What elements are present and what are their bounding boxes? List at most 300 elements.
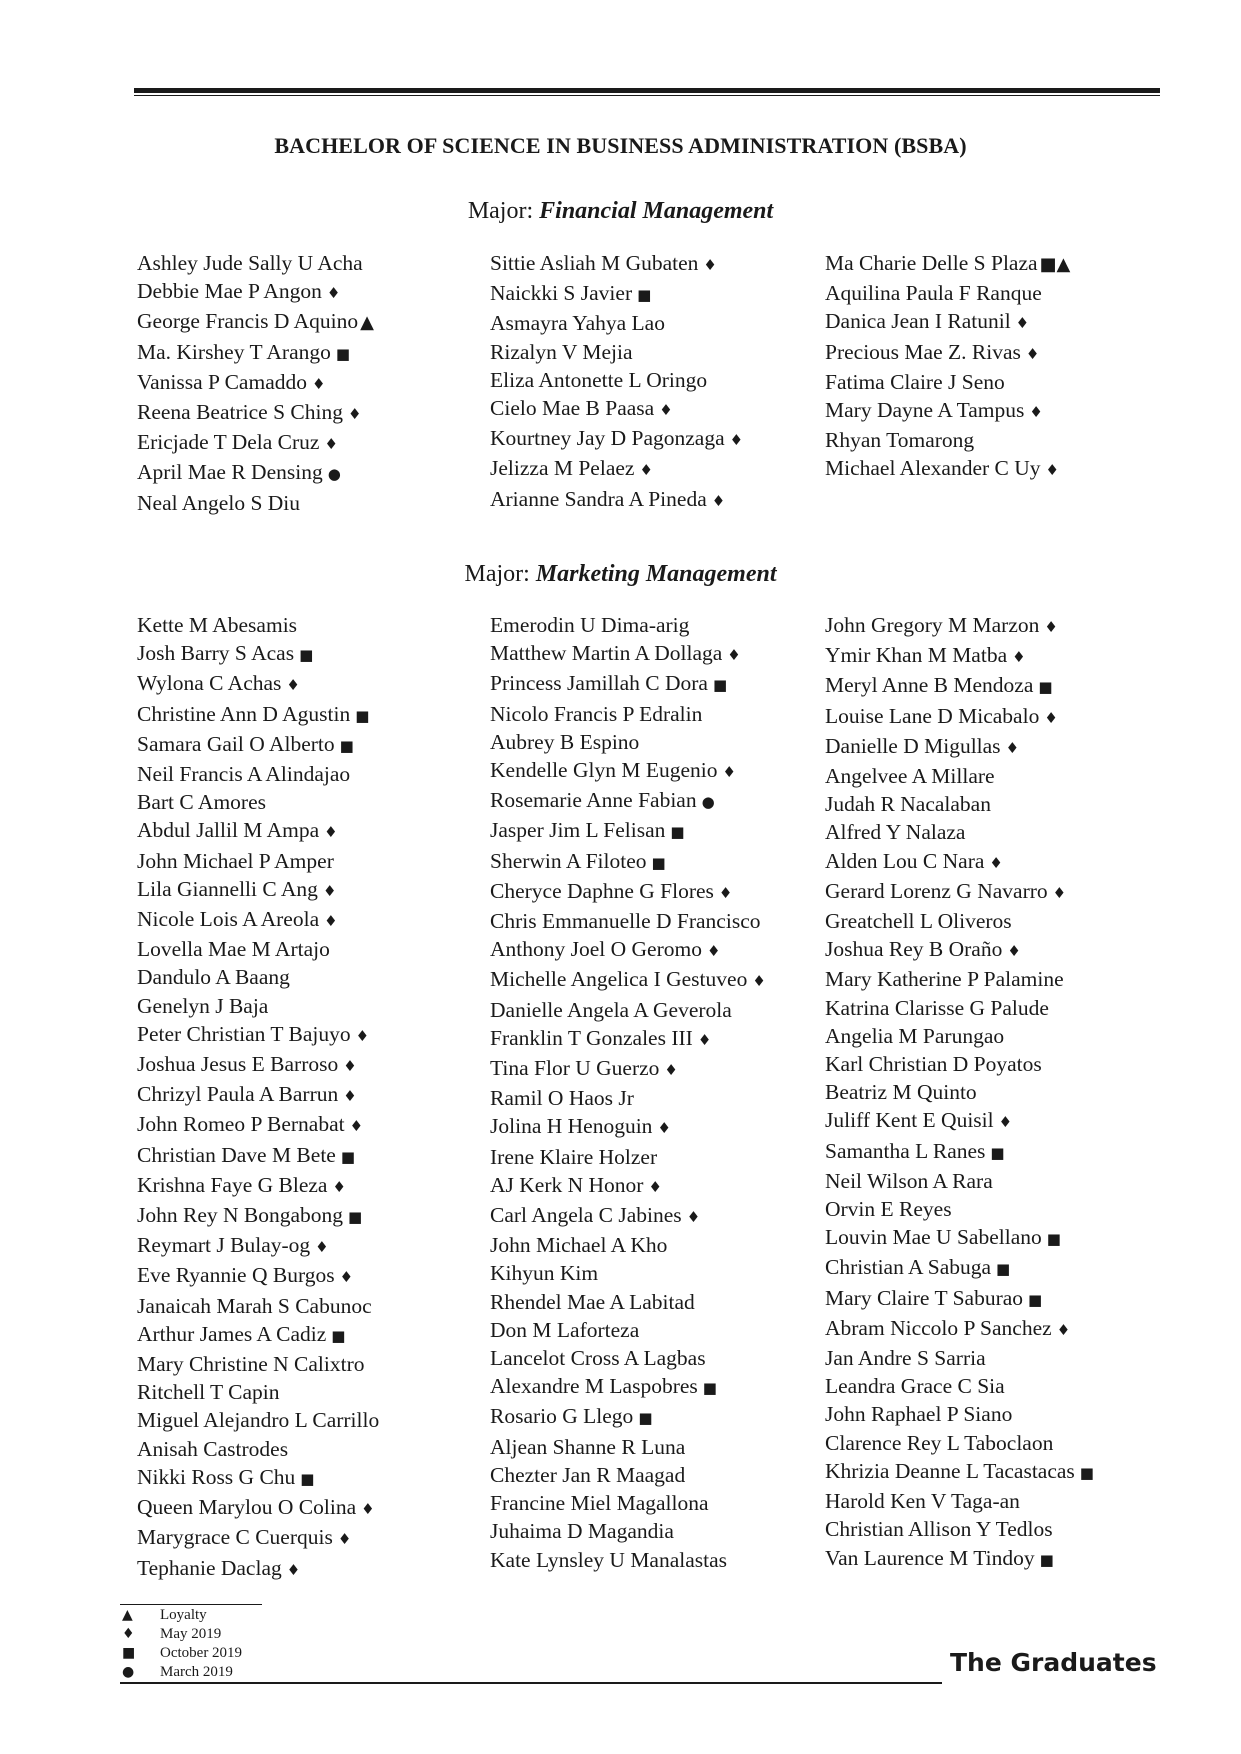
graduate-name: Mary Dayne A Tampus xyxy=(825,398,1025,423)
graduate-name: Anthony Joel O Geromo xyxy=(490,937,702,962)
graduate-entry xyxy=(137,1020,379,1050)
honor-mark-icon: ■ xyxy=(1038,678,1053,697)
legend-symbol-icon: ▲ xyxy=(122,1607,133,1623)
graduate-name: Chrizyl Paula A Barrun xyxy=(137,1082,339,1107)
graduate-entry xyxy=(490,1489,766,1517)
honor-mark-icon: ♦ xyxy=(1056,1320,1071,1339)
graduate-entry xyxy=(137,1463,379,1493)
legend-label: October 2019 xyxy=(160,1645,243,1661)
major-heading-marketing xyxy=(0,561,1241,588)
graduate-entry xyxy=(490,1316,766,1344)
graduate-entry xyxy=(490,1372,766,1402)
top-rule-thick xyxy=(134,88,1160,93)
graduate-name: Josh Barry S Acas xyxy=(137,641,295,666)
graduate-name: Marygrace C Cuerquis xyxy=(137,1525,333,1550)
graduate-name: Kette M Abesamis xyxy=(137,613,298,637)
honor-mark-icon: ♦ xyxy=(1007,942,1021,961)
graduate-name: Alfred Y Nalaza xyxy=(825,820,966,845)
graduate-entry xyxy=(490,249,743,279)
graduate-entry xyxy=(825,877,1094,907)
graduate-entry xyxy=(490,996,766,1024)
graduate-name: Neil Francis A Alindajao xyxy=(137,762,351,787)
graduate-entry xyxy=(825,249,1070,279)
graduate-entry xyxy=(825,1544,1094,1574)
graduate-entry xyxy=(137,992,379,1020)
graduate-entry xyxy=(490,639,766,669)
graduate-entry xyxy=(825,1022,1094,1050)
graduate-name: Juliff Kent E Quisil xyxy=(825,1108,994,1133)
graduate-name: Ritchell T Capin xyxy=(137,1380,280,1405)
graduate-name: Aubrey B Espino xyxy=(490,729,640,754)
graduate-name: Orvin E Reyes xyxy=(825,1197,952,1222)
graduate-entry xyxy=(825,762,1094,790)
graduate-entry xyxy=(825,790,1094,818)
honor-mark-icon: ♦ xyxy=(1025,344,1040,363)
major-prefix: Major: xyxy=(467,198,540,224)
graduate-name: Matthew Martin A Dollaga xyxy=(490,641,723,666)
graduate-name: Abdul Jallil M Ampa xyxy=(137,818,320,843)
honor-mark-icon: ♦ xyxy=(639,461,653,480)
graduate-entry xyxy=(490,816,766,846)
honor-mark-icon: ■ xyxy=(331,1326,346,1345)
graduate-name: Naickki S Javier xyxy=(490,281,633,306)
honor-mark-icon: ■ xyxy=(339,736,354,755)
graduate-name: Danielle D Migullas xyxy=(825,733,1001,758)
graduate-entry xyxy=(490,1054,766,1084)
legend-label: March 2019 xyxy=(160,1664,233,1680)
graduate-name: Greatchell L Oliveros xyxy=(825,909,1012,934)
graduate-entry xyxy=(490,338,743,366)
graduate-name: AJ Kerk N Honor xyxy=(490,1172,644,1197)
graduate-entry xyxy=(825,671,1094,701)
graduate-entry xyxy=(825,1078,1094,1106)
honor-mark-icon: ■ xyxy=(335,344,351,363)
graduate-entry xyxy=(490,700,766,728)
graduate-entry xyxy=(137,489,374,517)
graduate-entry xyxy=(825,1284,1094,1314)
honor-mark-icon: ♦ xyxy=(729,431,744,450)
honor-mark-icon: ♦ xyxy=(326,284,341,303)
graduate-entry xyxy=(137,1141,379,1171)
graduate-name: Janaicah Marah S Cabunoc xyxy=(137,1293,372,1318)
graduate-name: Joshua Jesus E Barroso xyxy=(137,1052,339,1077)
honor-mark-icon: ■ xyxy=(355,706,370,725)
graduate-name: Rhyan Tomarong xyxy=(825,428,975,453)
honor-mark-icon: ♦ xyxy=(337,1530,352,1549)
honor-mark-icon: ■ xyxy=(712,676,728,695)
graduate-entry xyxy=(825,279,1070,307)
graduate-entry xyxy=(490,1112,766,1142)
name-column-3 xyxy=(825,611,1094,1574)
legend-symbol-icon: ■ xyxy=(122,1645,136,1661)
honor-mark-icon: ♦ xyxy=(343,1087,357,1106)
graduate-name: Rhendel Mae A Labitad xyxy=(490,1289,695,1314)
graduate-name: John Raphael P Siano xyxy=(825,1402,1013,1427)
graduate-name: Eliza Antonette L Oringo xyxy=(490,367,708,392)
graduate-entry xyxy=(490,1143,766,1171)
major-prefix: Major: xyxy=(464,561,536,587)
graduate-name: Dandulo A Baang xyxy=(137,965,290,990)
graduate-name: Ashley Jude Sally U Acha xyxy=(137,251,363,275)
graduate-entry xyxy=(490,611,766,639)
graduate-entry xyxy=(490,1344,766,1372)
graduate-entry xyxy=(137,669,379,699)
footer-title: The Graduates xyxy=(950,1648,1157,1677)
graduate-entry xyxy=(825,426,1070,454)
graduate-name: Kihyun Kim xyxy=(490,1261,599,1286)
graduate-name: Nikki Ross G Chu xyxy=(137,1464,296,1489)
honor-mark-icon: ♦ xyxy=(659,401,673,420)
graduate-entry xyxy=(490,1201,766,1231)
graduate-name: April Mae R Densing xyxy=(137,460,323,485)
graduate-entry xyxy=(490,669,766,699)
graduate-entry xyxy=(137,1171,379,1201)
graduate-name: Mary Christine N Calixtro xyxy=(137,1352,365,1377)
graduate-entry xyxy=(137,1261,379,1291)
graduate-name: Peter Christian T Bajuyo xyxy=(137,1021,351,1046)
graduate-name: Reena Beatrice S Ching xyxy=(137,400,343,425)
honor-mark-icon: ♦ xyxy=(664,1061,678,1080)
graduate-entry xyxy=(137,1435,379,1463)
graduate-name: Arianne Sandra A Pineda xyxy=(490,486,707,511)
graduate-entry xyxy=(137,368,374,398)
honor-mark-icon: ♦ xyxy=(697,1030,712,1049)
graduate-name: Ma. Kirshey T Arango xyxy=(137,339,331,364)
honor-mark-icon: ■ xyxy=(348,1208,363,1227)
graduate-entry xyxy=(490,485,743,515)
graduate-name: Danielle Angela A Geverola xyxy=(490,997,732,1022)
legend-item xyxy=(122,1606,242,1625)
graduate-name: Neil Wilson A Rara xyxy=(825,1168,993,1193)
graduate-name: Vanissa P Camaddo xyxy=(137,369,307,394)
graduate-entry xyxy=(137,935,379,963)
graduate-name: Bart C Amores xyxy=(137,790,266,815)
graduate-name: Jolina H Henoguin xyxy=(490,1114,653,1139)
graduate-name: Queen Marylou O Colina xyxy=(137,1495,357,1520)
graduate-name: Christian Dave M Bete xyxy=(137,1142,336,1167)
graduate-entry xyxy=(825,965,1094,993)
honor-mark-icon: ♦ xyxy=(324,912,338,931)
honor-mark-icon: ♦ xyxy=(339,1268,354,1287)
honor-mark-icon: ♦ xyxy=(722,763,736,782)
graduate-name: Emerodin U Dima-arig xyxy=(490,613,690,637)
graduate-entry xyxy=(137,1110,379,1140)
honor-mark-icon: ♦ xyxy=(322,881,337,900)
legend-item xyxy=(122,1663,242,1682)
graduate-entry xyxy=(825,1253,1094,1283)
graduate-name: Samantha L Ranes xyxy=(825,1138,986,1163)
honor-mark-icon: ■ xyxy=(300,1469,315,1488)
symbol-legend xyxy=(122,1606,242,1682)
graduate-entry xyxy=(137,1554,379,1584)
graduate-entry xyxy=(490,965,766,995)
honor-mark-icon: ♦ xyxy=(1044,618,1058,636)
honor-mark-icon: ♦ xyxy=(1029,403,1043,422)
honor-mark-icon: ♦ xyxy=(989,853,1003,872)
graduate-entry xyxy=(490,1231,766,1259)
graduate-name: Asmayra Yahya Lao xyxy=(490,311,665,336)
honor-mark-icon: ♦ xyxy=(727,646,741,665)
honor-mark-icon: ♦ xyxy=(998,1113,1013,1132)
graduate-name: John Romeo P Bernabat xyxy=(137,1112,345,1137)
graduate-entry xyxy=(825,994,1094,1022)
graduate-name: Harold Ken V Taga-an xyxy=(825,1489,1020,1514)
honor-mark-icon: ■ xyxy=(299,646,314,665)
page-title: BACHELOR OF SCIENCE IN BUSINESS ADMINISTRATION (BSBA) xyxy=(274,133,967,158)
graduate-name: Chezter Jan R Maagad xyxy=(490,1462,686,1487)
graduate-name: Nicole Lois A Areola xyxy=(137,907,320,932)
graduate-name: Arthur James A Cadiz xyxy=(137,1321,327,1346)
top-rule-thin xyxy=(134,95,1160,96)
graduate-entry xyxy=(825,1195,1094,1223)
graduate-name: Katrina Clarisse G Palude xyxy=(825,995,1049,1020)
graduate-name: Ramil O Haos Jr xyxy=(490,1086,634,1111)
graduate-entry xyxy=(825,641,1094,671)
graduate-entry xyxy=(490,786,766,816)
major-name: Marketing Management xyxy=(535,561,777,587)
honor-mark-icon: ♦ xyxy=(1044,708,1058,727)
graduate-name: Juhaima D Magandia xyxy=(490,1519,674,1544)
graduate-name: Alexandre M Laspobres xyxy=(490,1374,698,1399)
graduate-entry xyxy=(490,728,766,756)
honor-mark-icon: ♦ xyxy=(703,256,717,274)
graduate-name: Princess Jamillah C Dora xyxy=(490,671,708,696)
honor-mark-icon: ■ xyxy=(670,823,685,842)
graduate-entry xyxy=(137,760,379,788)
graduate-name: Alden Lou C Nara xyxy=(825,848,985,873)
graduate-entry xyxy=(490,424,743,454)
graduate-name: Nicolo Francis P Edralin xyxy=(490,701,703,726)
graduate-name: Krishna Faye G Bleza xyxy=(137,1172,328,1197)
graduate-name: Kourtney Jay D Pagonzaga xyxy=(490,426,725,451)
graduate-entry xyxy=(137,338,374,368)
graduate-entry xyxy=(825,1400,1094,1428)
graduate-entry xyxy=(490,1546,766,1574)
graduate-entry xyxy=(490,1084,766,1112)
graduate-entry xyxy=(137,1523,379,1553)
graduate-entry xyxy=(825,611,1094,641)
graduate-name: Gerard Lorenz G Navarro xyxy=(825,878,1048,903)
graduate-entry xyxy=(490,1402,766,1432)
graduate-entry xyxy=(825,907,1094,935)
honor-mark-icon: ♦ xyxy=(648,1177,662,1196)
legend-symbol-icon: ● xyxy=(122,1664,135,1680)
honor-mark-icon: ■ xyxy=(637,286,652,305)
honor-mark-icon: ♦ xyxy=(315,1238,329,1257)
graduate-entry xyxy=(137,1406,379,1434)
graduate-name: Chris Emmanuelle D Francisco xyxy=(490,909,761,934)
graduate-entry xyxy=(490,309,743,337)
graduate-name: Karl Christian D Poyatos xyxy=(825,1052,1042,1077)
honor-mark-icon: ♦ xyxy=(1052,883,1067,902)
graduate-name: Van Laurence M Tindoy xyxy=(825,1545,1035,1570)
graduate-name: Tephanie Daclag xyxy=(137,1555,282,1580)
honor-mark-icon: ■ xyxy=(996,1260,1011,1279)
graduate-name: Fatima Claire J Seno xyxy=(825,369,1005,394)
graduate-entry xyxy=(825,935,1094,965)
graduate-entry xyxy=(825,1167,1094,1195)
graduate-entry xyxy=(490,394,743,424)
graduate-entry xyxy=(825,1487,1094,1515)
graduate-entry xyxy=(825,1050,1094,1078)
honor-mark-icon: ■ xyxy=(702,1379,717,1398)
honor-mark-icon: ♦ xyxy=(707,942,721,961)
graduate-name: Samara Gail O Alberto xyxy=(137,731,335,756)
graduate-entry xyxy=(490,935,766,965)
honor-mark-icon: ♦ xyxy=(312,374,326,393)
legend-rule xyxy=(120,1604,262,1605)
graduate-entry xyxy=(137,1080,379,1110)
graduate-name: George Francis D Aquino xyxy=(137,309,359,334)
honor-mark-icon: ■▲ xyxy=(1039,254,1071,275)
graduate-name: Michael Alexander C Uy xyxy=(825,456,1041,481)
graduate-entry xyxy=(137,730,379,760)
honor-mark-icon: ♦ xyxy=(343,1057,357,1076)
graduate-name: Eve Ryannie Q Burgos xyxy=(137,1263,335,1288)
graduate-entry xyxy=(490,1433,766,1461)
graduate-name: Christian A Sabuga xyxy=(825,1255,992,1280)
graduate-entry xyxy=(137,700,379,730)
graduate-entry xyxy=(137,458,374,488)
name-column-2 xyxy=(490,611,766,1574)
graduate-name: Aquilina Paula F Ranque xyxy=(825,281,1042,306)
honor-mark-icon: ■ xyxy=(1028,1290,1043,1309)
honor-mark-icon: ♦ xyxy=(286,1560,301,1579)
graduate-name: Louvin Mae U Sabellano xyxy=(825,1225,1042,1250)
graduate-entry xyxy=(490,877,766,907)
legend-item xyxy=(122,1644,242,1663)
graduate-name: Judah R Nacalaban xyxy=(825,792,991,817)
graduate-entry xyxy=(137,816,379,846)
graduate-entry xyxy=(137,1292,379,1320)
graduate-name: Rosemarie Anne Fabian xyxy=(490,788,697,813)
graduate-name: Franklin T Gonzales III xyxy=(490,1025,693,1050)
graduate-name: Danica Jean I Ratunil xyxy=(825,309,1011,334)
graduate-name: John Michael A Kho xyxy=(490,1233,668,1258)
graduate-entry xyxy=(825,847,1094,877)
honor-mark-icon: ♦ xyxy=(752,972,766,991)
graduate-entry xyxy=(137,963,379,991)
graduate-entry xyxy=(137,905,379,935)
graduate-entry xyxy=(490,1259,766,1287)
honor-mark-icon: ■ xyxy=(638,1409,653,1428)
graduate-entry xyxy=(825,702,1094,732)
honor-mark-icon: ▲ xyxy=(360,312,374,334)
graduate-name: Miguel Alejandro L Carrillo xyxy=(137,1408,380,1433)
graduate-entry xyxy=(490,907,766,935)
name-column-1 xyxy=(137,611,379,1584)
honor-mark-icon: ♦ xyxy=(718,883,733,902)
graduate-name: Francine Miel Magallona xyxy=(490,1491,709,1516)
graduate-name: Abram Niccolo P Sanchez xyxy=(825,1315,1052,1340)
name-column-1 xyxy=(137,249,374,517)
graduate-entry xyxy=(137,875,379,905)
graduate-name: Angelia M Parungao xyxy=(825,1023,1005,1048)
graduate-entry xyxy=(825,1314,1094,1344)
graduate-name: Mary Claire T Saburao xyxy=(825,1285,1024,1310)
major-name: Financial Management xyxy=(539,198,774,224)
graduate-name: Meryl Anne B Mendoza xyxy=(825,673,1034,698)
graduate-name: Debbie Mae P Angon xyxy=(137,279,322,304)
name-column-2 xyxy=(490,249,743,515)
graduate-entry xyxy=(825,1429,1094,1457)
graduate-name: Michelle Angelica I Gestuveo xyxy=(490,967,748,992)
honor-mark-icon: ■ xyxy=(340,1147,356,1166)
graduate-entry xyxy=(825,338,1070,368)
graduate-entry xyxy=(490,1517,766,1545)
honor-mark-icon: ■ xyxy=(1079,1463,1094,1482)
graduate-entry xyxy=(825,454,1070,484)
graduate-entry xyxy=(137,1201,379,1231)
legend-symbol-icon: ♦ xyxy=(122,1626,135,1642)
graduate-name: Rizalyn V Mejia xyxy=(490,339,633,364)
honor-mark-icon: ♦ xyxy=(324,435,338,454)
graduate-name: Joshua Rey B Oraño xyxy=(825,937,1003,962)
graduate-name: Wylona C Achas xyxy=(137,671,282,696)
graduate-entry xyxy=(137,277,374,307)
graduate-entry xyxy=(825,732,1094,762)
graduate-name: Lila Giannelli C Ang xyxy=(137,876,318,901)
graduate-name: Anisah Castrodes xyxy=(137,1436,289,1461)
graduate-entry xyxy=(137,307,374,337)
graduate-entry xyxy=(825,1457,1094,1487)
graduate-entry xyxy=(490,366,743,394)
graduate-name: Jasper Jim L Felisan xyxy=(490,818,666,843)
graduate-entry xyxy=(825,818,1094,846)
graduate-entry xyxy=(825,1344,1094,1372)
honor-mark-icon: ♦ xyxy=(1045,461,1059,480)
graduate-name: Reymart J Bulay-og xyxy=(137,1233,311,1258)
graduate-entry xyxy=(137,1493,379,1523)
graduate-entry xyxy=(137,428,374,458)
graduate-name: Leandra Grace C Sia xyxy=(825,1374,1005,1399)
graduate-entry xyxy=(137,249,374,277)
graduate-entry xyxy=(825,1515,1094,1543)
honor-mark-icon: ♦ xyxy=(355,1026,370,1045)
graduate-name: Sherwin A Filoteo xyxy=(490,848,647,873)
graduate-entry xyxy=(137,1320,379,1350)
graduate-entry xyxy=(490,756,766,786)
honor-mark-icon: ♦ xyxy=(686,1208,701,1227)
honor-mark-icon: ♦ xyxy=(1005,738,1020,757)
graduate-name: Khrizia Deanne L Tacastacas xyxy=(825,1458,1075,1483)
honor-mark-icon: ♦ xyxy=(1015,314,1030,333)
graduate-name: Mary Katherine P Palamine xyxy=(825,967,1064,992)
graduate-name: Jelizza M Pelaez xyxy=(490,456,635,481)
legend-label: Loyalty xyxy=(160,1607,207,1623)
graduate-name: Ymir Khan M Matba xyxy=(825,643,1008,668)
graduate-entry xyxy=(490,454,743,484)
honor-mark-icon: ♦ xyxy=(657,1119,671,1138)
name-column-3 xyxy=(825,249,1070,485)
major-heading-financial xyxy=(0,198,1241,225)
graduate-entry xyxy=(137,398,374,428)
graduate-name: Cheryce Daphne G Flores xyxy=(490,878,714,903)
honor-mark-icon: ■ xyxy=(1046,1230,1061,1249)
legend-item xyxy=(122,1625,242,1644)
honor-mark-icon: ■ xyxy=(651,853,666,872)
graduate-entry xyxy=(490,1461,766,1489)
graduate-name: Kate Lynsley U Manalastas xyxy=(490,1547,728,1572)
graduate-name: Carl Angela C Jabines xyxy=(490,1203,682,1228)
honor-mark-icon: ● xyxy=(327,465,341,484)
honor-mark-icon: ♦ xyxy=(286,676,300,695)
graduate-entry xyxy=(137,788,379,816)
graduate-name: Rosario G Llego xyxy=(490,1404,634,1429)
honor-mark-icon: ■ xyxy=(990,1143,1005,1162)
graduate-name: Angelvee A Millare xyxy=(825,764,995,789)
graduate-name: John Rey N Bongabong xyxy=(137,1203,344,1228)
